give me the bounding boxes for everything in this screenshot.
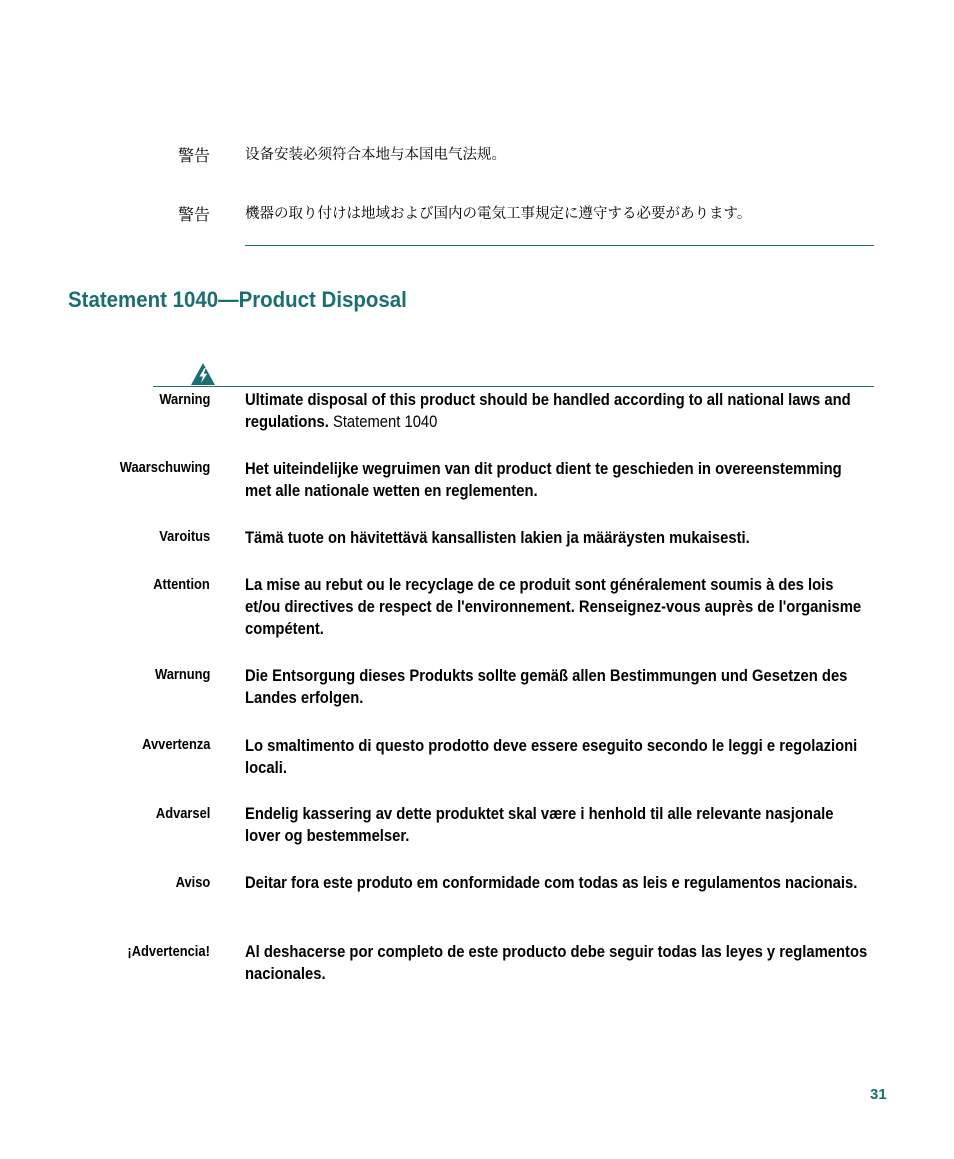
label-advarsel: Advarsel [155, 805, 210, 822]
warning-text [245, 389, 871, 433]
cjk-warning-label-zh: 警告 [177, 148, 210, 165]
warning-label: Warning [158, 391, 210, 408]
text-aviso: Deitar fora este produto em conformidade com todas as leis e regulamentos nacionais. [245, 873, 858, 892]
statement-reference: Statement 1040 [332, 412, 438, 431]
cjk-warning-text-zh: 设备安装必须符合本地与本国电气法规。 [245, 147, 506, 163]
text-waarschuwing: Het uiteindelijke wegruimen van dit product dient te geschieden in overeenstemming met alle nationale wetten en reglementen. [245, 459, 842, 500]
text-varoitus: Tämä tuote on hävitettävä kansallisten lakien ja määräysten mukaisesti. [245, 528, 750, 547]
text-avvertenza: Lo smaltimento di questo prodotto deve essere eseguito secondo le leggi e regolazioni locali. [245, 736, 858, 777]
warning-triangle-lightning-icon [190, 362, 216, 386]
label-varoitus: Varoitus [159, 528, 210, 545]
label-aviso: Aviso [175, 874, 210, 891]
label-advertencia: ¡Advertencia! [127, 943, 210, 960]
text-warnung: Die Entsorgung dieses Produkts sollte gemäß allen Bestimmungen und Gesetzen des Landes erfolgen. [245, 666, 848, 707]
section-divider [245, 245, 874, 246]
label-attention: Attention [153, 576, 210, 593]
warning-body: Ultimate disposal of this product should be handled according to all national laws and regulations. [245, 390, 851, 431]
section-title: Statement 1040—Product Disposal [68, 287, 407, 312]
label-waarschuwing: Waarschuwing [119, 459, 210, 476]
cjk-warning-label-ja: 警告 [177, 207, 210, 224]
label-avvertenza: Avvertenza [141, 736, 210, 753]
page-number: 31 [870, 1086, 887, 1103]
warning-rule [153, 386, 874, 387]
label-warnung: Warnung [154, 666, 210, 683]
cjk-warning-text-ja: 機器の取り付けは地域および国内の電気工事規定に遵守する必要があります。 [245, 206, 752, 222]
text-advertencia: Al deshacerse por completo de este producto debe seguir todas las leyes y reglamentos nacionales. [245, 942, 868, 983]
text-attention: La mise au rebut ou le recyclage de ce produit sont généralement soumis à des lois et/ou directives de respect de l'environnement. Renseignez-vous auprès de l'organisme compétent. [245, 575, 862, 638]
text-advarsel: Endelig kassering av dette produktet skal være i henhold til alle relevante nasjonale lover og bestemmelser. [245, 804, 834, 845]
